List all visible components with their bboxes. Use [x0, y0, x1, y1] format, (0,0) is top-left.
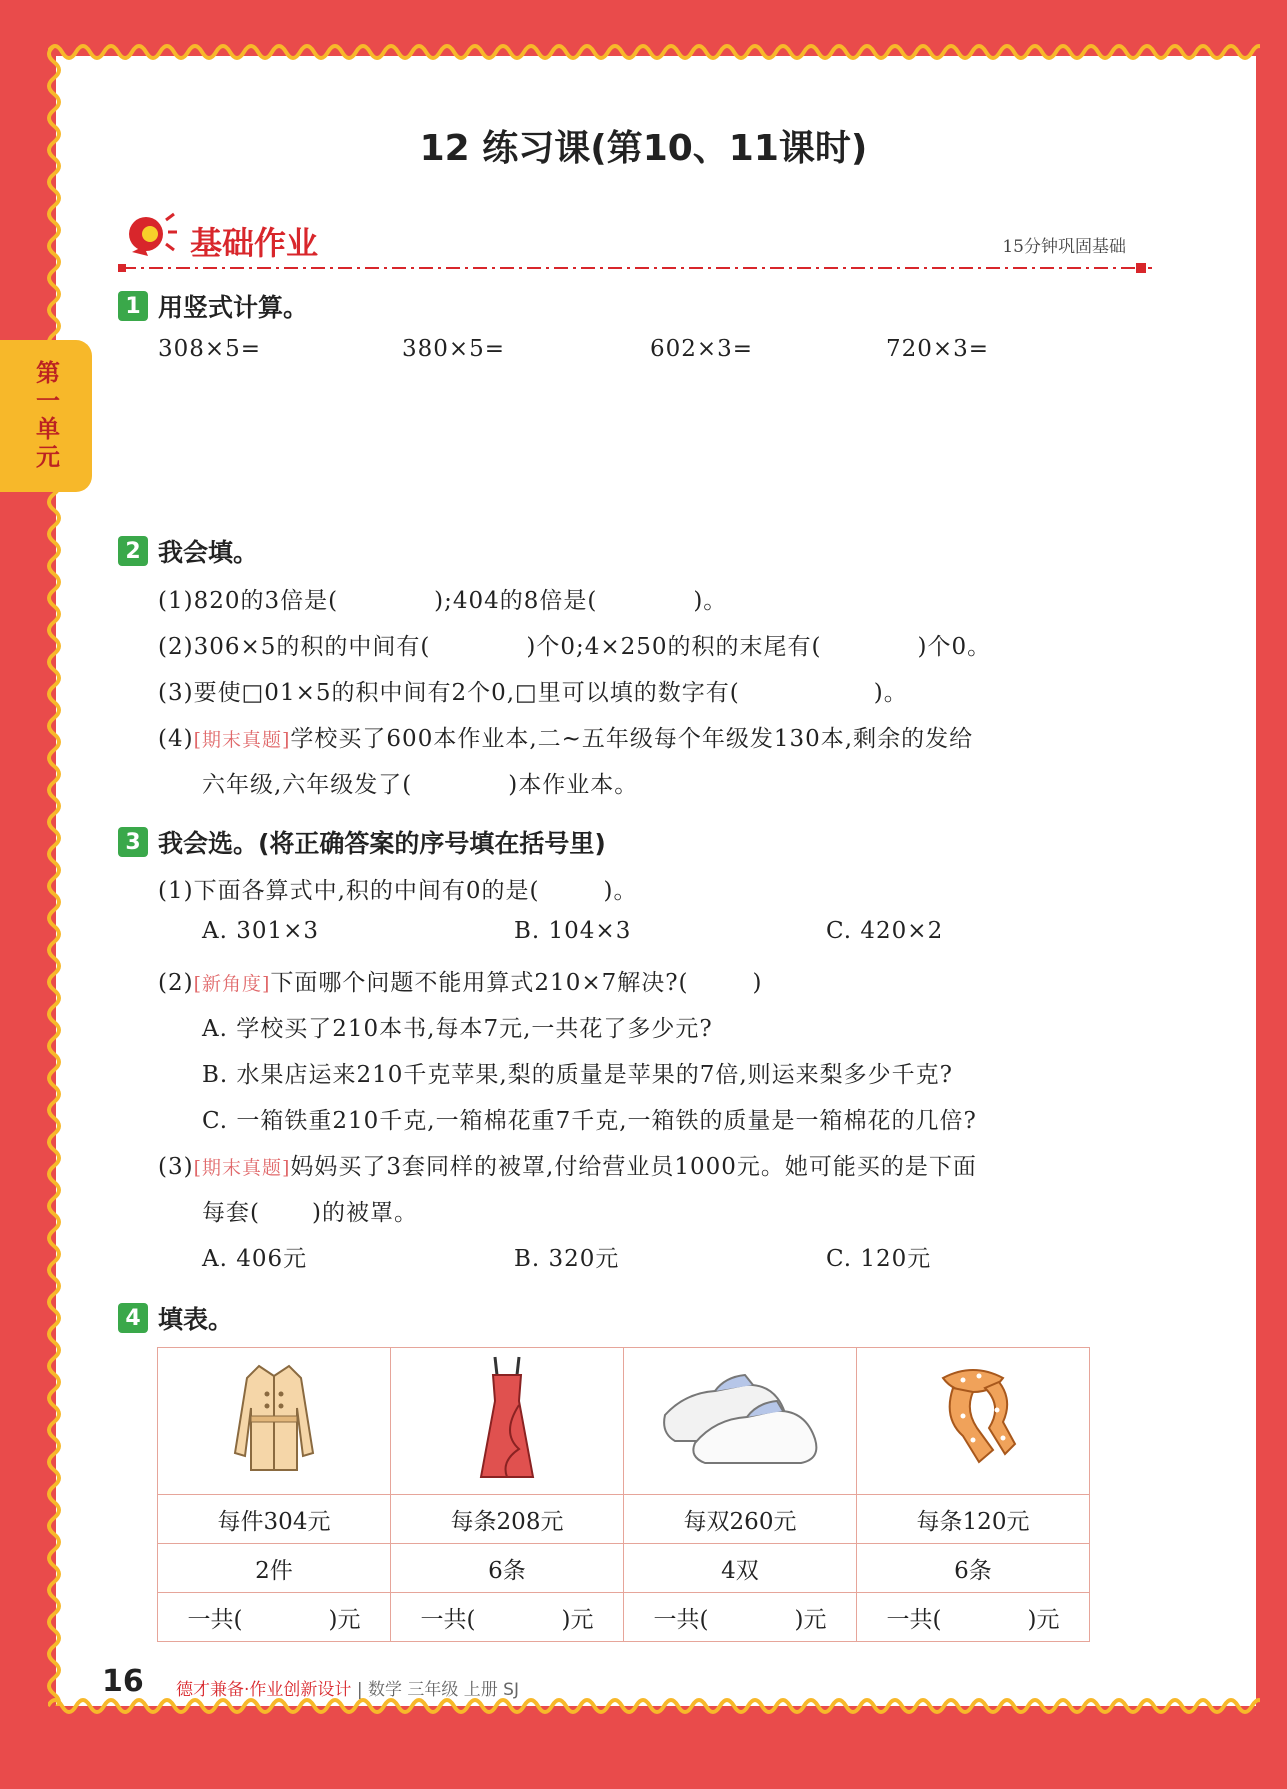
calc-item: 602×3= [650, 336, 754, 362]
unit-label: 第一单元 [31, 360, 60, 472]
question-number: 3 [118, 827, 148, 857]
question-number: 2 [118, 536, 148, 566]
table-cell [857, 1348, 1090, 1495]
dress-icon [467, 1353, 547, 1483]
table-row [158, 1348, 1090, 1495]
table-cell [624, 1348, 857, 1495]
fill-line-4: (4)[期末真题]学校买了600本作业本,二~五年级每个年级发130本,剩余的发给 [158, 726, 974, 752]
price-table [157, 1347, 1090, 1642]
total-cell[interactable]: 一共( )元 [624, 1593, 857, 1642]
option: B. 水果店运来210千克苹果,梨的质量是苹果的7倍,则运来梨多少千克? [202, 1062, 954, 1088]
choice-question-2: (2)[新角度]下面哪个问题不能用算式210×7解决?( ) [158, 970, 763, 996]
footer-text: 德才兼备·作业创新设计 | 数学 三年级 上册 SJ [176, 1680, 519, 1700]
table-cell: 4双 [624, 1544, 857, 1593]
calc-item: 380×5= [402, 336, 506, 362]
table-cell: 每条208元 [391, 1495, 624, 1544]
table-cell: 每件304元 [158, 1495, 391, 1544]
fill-line-1: (1)820的3倍是( );404的8倍是( )。 [158, 588, 728, 614]
question-1-text: 用竖式计算。 [158, 293, 309, 322]
total-cell[interactable]: 一共( )元 [857, 1593, 1090, 1642]
shoes-icon [655, 1363, 825, 1473]
choice-question-1: (1)下面各算式中,积的中间有0的是( )。 [158, 878, 638, 904]
option: A. 学校买了210本书,每本7元,一共花了多少元? [202, 1016, 713, 1042]
wavy-border-top [48, 40, 1260, 64]
table-cell [391, 1348, 624, 1495]
table-row [158, 1544, 1090, 1593]
page-number: 16 [102, 1664, 144, 1699]
total-cell[interactable]: 一共( )元 [158, 1593, 391, 1642]
unit-side-tab [0, 340, 92, 492]
footer-brand: 德才兼备·作业创新设计 [176, 1680, 352, 1700]
question-number: 1 [118, 291, 148, 321]
table-row [158, 1495, 1090, 1544]
table-cell: 6条 [391, 1544, 624, 1593]
section-subtitle: 15分钟巩固基础 [1002, 237, 1126, 257]
footer-info: 数学 三年级 上册 SJ [367, 1680, 519, 1700]
table-cell: 6条 [857, 1544, 1090, 1593]
fill-line-3: (3)要使□01×5的积中间有2个0,□里可以填的数字有( )。 [158, 680, 908, 706]
section-title: 基础作业 [190, 224, 319, 262]
tag-final-exam: [期末真题] [193, 729, 291, 751]
fill-line-5: 六年级,六年级发了( )本作业本。 [202, 772, 639, 798]
tag-new-angle: [新角度] [193, 973, 271, 995]
table-row [158, 1593, 1090, 1642]
choice-question-3: (3)[期末真题]妈妈买了3套同样的被罩,付给营业员1000元。她可能买的是下面 [158, 1154, 977, 1180]
table-cell: 2件 [158, 1544, 391, 1593]
question-2-heading [118, 533, 258, 569]
option: A. 301×3 [202, 918, 320, 944]
lightbulb-badge-icon [122, 212, 178, 262]
question-number: 4 [118, 1303, 148, 1333]
wavy-border-left [44, 46, 64, 1706]
total-cell[interactable]: 一共( )元 [391, 1593, 624, 1642]
tag-final-exam: [期末真题] [193, 1157, 291, 1179]
option: A. 406元 [202, 1246, 308, 1272]
calc-item: 308×5= [158, 336, 262, 362]
choice-question-3-cont: 每套( )的被罩。 [202, 1200, 418, 1226]
dash-dot-rule [118, 262, 1158, 274]
page-title: 12 练习课(第10、11课时) [419, 128, 868, 169]
question-3-text: 我会选。(将正确答案的序号填在括号里) [158, 829, 606, 858]
fill-line-2: (2)306×5的积的中间有( )个0;4×250的积的末尾有( )个0。 [158, 634, 992, 660]
option: C. 420×2 [826, 918, 944, 944]
table-cell: 每条120元 [857, 1495, 1090, 1544]
calc-item: 720×3= [886, 336, 990, 362]
scarf-icon [923, 1358, 1023, 1478]
question-4-heading [118, 1300, 233, 1336]
section-header [118, 212, 1158, 272]
question-1-heading [118, 288, 308, 324]
option: C. 120元 [826, 1246, 932, 1272]
option: C. 一箱铁重210千克,一箱棉花重7千克,一箱铁的质量是一箱棉花的几倍? [202, 1108, 977, 1134]
question-2-text: 我会填。 [158, 538, 259, 567]
coat-icon [229, 1358, 319, 1478]
table-cell [158, 1348, 391, 1495]
option: B. 104×3 [514, 918, 632, 944]
question-4-text: 填表。 [158, 1305, 234, 1334]
question-3-heading [118, 824, 606, 860]
table-cell: 每双260元 [624, 1495, 857, 1544]
option: B. 320元 [514, 1246, 620, 1272]
